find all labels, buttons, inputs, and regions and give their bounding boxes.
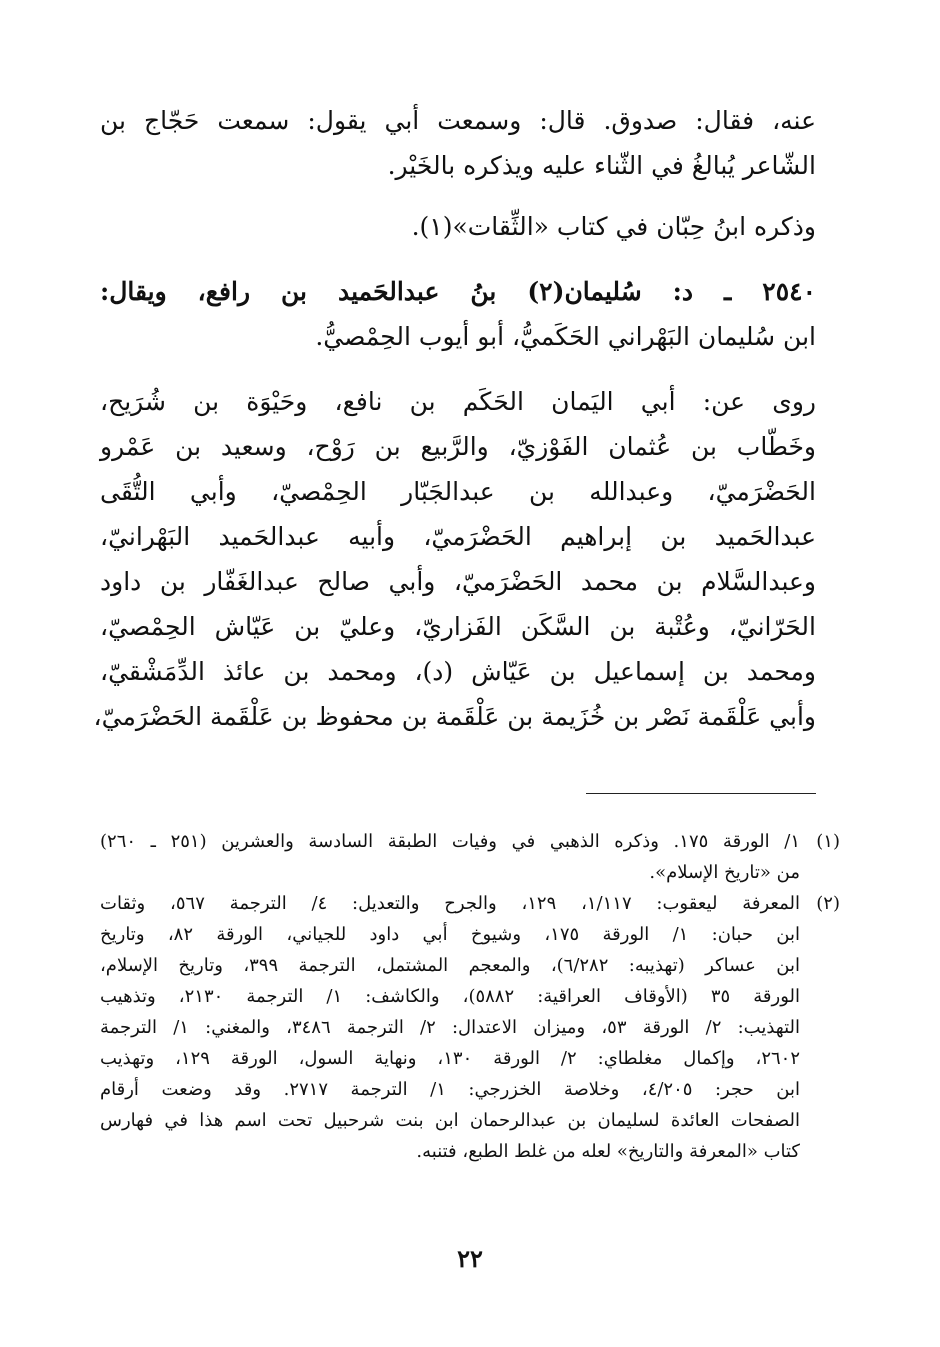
footnote-line: المعرفة ليعقوب: ١/١١٧، ١٢٩، والجرح والتعديل: ٤/ الترجمة ٥٦٧، وثقات xyxy=(100,893,800,914)
footnotes xyxy=(100,826,840,1167)
footnote xyxy=(100,826,840,888)
text-line: الحَرّانيّ، وعُتْبة بن السَّكَن الفَزاريّ، وعليّ بن عَيّاش الحِمْصيّ، xyxy=(100,612,816,641)
main-text xyxy=(93,98,816,739)
footnote-line: ١/ الورقة ١٧٥. وذكره الذهبي في وفيات الطبقة السادسة والعشرين (٢٥١ ـ ٢٦٠) xyxy=(100,831,801,852)
footnote-number: (٢) xyxy=(816,893,840,914)
footnote-line: ٢٦٠٢، وإكمال مغلطاي: ٢/ الورقة ١٣٠، ونهاية السول، الورقة ١٢٩، وتهذيب xyxy=(100,1048,800,1069)
text-line: وأبي عَلْقَمة نَصْر بن خُزَيمة بن عَلْقَمة بن محفوظ بن عَلْقَمة الحَضْرَميّ، xyxy=(93,702,816,731)
footnote-number: (١) xyxy=(816,831,840,852)
text-line: الحَضْرَميّ، وعبدالله بن عبدالجَبّار الحِمْصيّ، وأبي التُّقَى xyxy=(100,477,816,506)
footnote-line: الورقة ٣٥ (الأوقاف العراقية: ٥٨٨٢)، والكاشف: ١/ الترجمة ٢١٣٠، وتذهيب xyxy=(100,986,800,1007)
text-line: وعبدالسَّلام بن محمد الحَضْرَميّ، وأبي صالح عبدالغَفّار بن داود xyxy=(100,567,816,596)
footnote-line: كتاب «المعرفة والتاريخ» لعله من غلط الطبع، فتنبه. xyxy=(416,1141,800,1162)
text-line: الشّاعر يُبالغُ في الثّناء عليه ويذكره بالخَيْر. xyxy=(387,151,816,180)
page-number: ٢٢ xyxy=(457,1244,483,1273)
footnote-line: ابن حبان: ١/ الورقة ١٧٥، وشيوخ أبي داود للجياني، الورقة ٨٢، وتاريخ xyxy=(100,924,801,945)
text-line: عبدالحَميد بن إبراهيم الحَضْرَميّ، وأبيه عبدالحَميد البَهْرانيّ، xyxy=(100,522,816,551)
text-line: ومحمد بن إسماعيل بن عَيّاش (د)، ومحمد بن عائذ الدِّمَشْقيّ، xyxy=(100,657,816,686)
entry-heading-line: ٢٥٤٠ ـ د: سُليمان(٢) بنُ عبدالحَميد بن رافع، ويقال: xyxy=(100,277,816,306)
footnote-line: من «تاريخ الإسلام». xyxy=(649,862,800,883)
footnote-line: الصفحات العائدة لسليمان بن عبدالرحمان ابن بنت شرحبيل تحت اسم هذا في فهارس xyxy=(100,1110,800,1131)
footnote-line: ابن حجر: ٤/٢٠٥، وخلاصة الخزرجي: ١/ الترجمة ٢٧١٧. وقد وضعت أرقام xyxy=(100,1079,800,1100)
footnote-line: ابن عساكر (تهذيبه: ٦/٢٨٢)، والمعجم المشتمل، الترجمة ٣٩٩، وتاريخ الإسلام، xyxy=(100,955,800,976)
text-line: عنه، فقال: صدوق. قال: وسمعت أبي يقول: سمعت حَجّاج بن xyxy=(100,106,816,135)
text-line: وخَطّاب بن عُثمان الفَوْزيّ، والرَّبيع بن رَوْح، وسعيد بن عَمْرو xyxy=(100,432,816,461)
footnote-separator xyxy=(586,793,816,794)
text-line: روى عن: أبي اليَمان الحَكَم بن نافع، وحَيْوَة بن شُرَيح، xyxy=(100,387,816,416)
text-line: ابن سُليمان البَهْراني الحَكَميُّ، أبو أيوب الحِمْصيُّ. xyxy=(315,322,816,351)
footnote xyxy=(100,888,840,1167)
footnote-line: التهذيب: ٢/ الورقة ٥٣، وميزان الاعتدال: ٢/ الترجمة ٣٤٨٦، والمغني: ١/ الترجمة xyxy=(100,1017,800,1038)
text-line: وذكره ابنُ حِبّان في كتاب «الثِّقات»(١). xyxy=(411,212,816,241)
